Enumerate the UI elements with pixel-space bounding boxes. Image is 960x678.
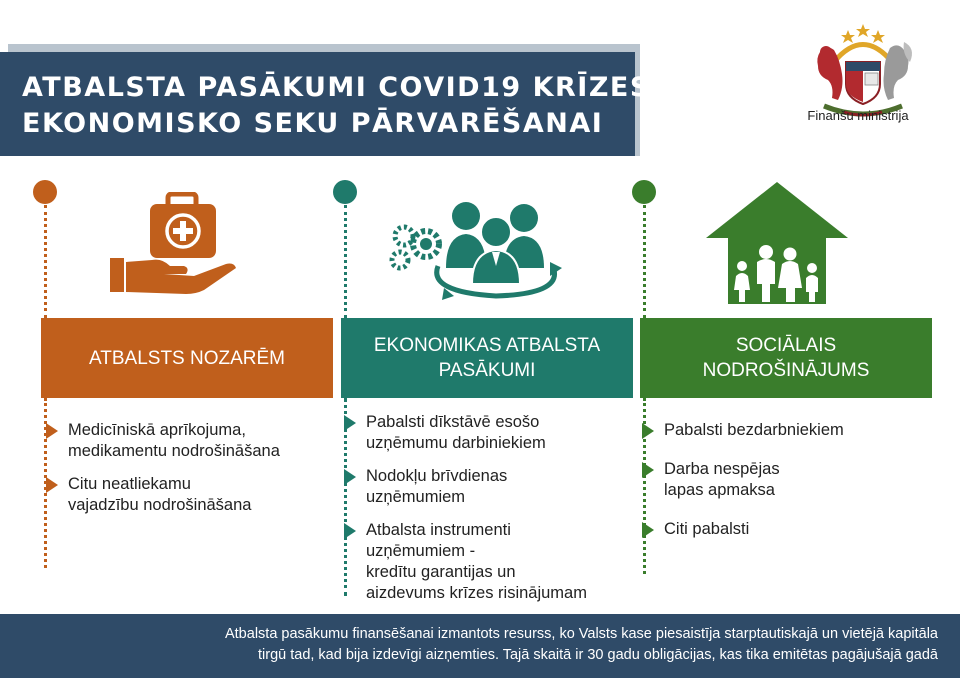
ministry-name: Finanšu ministrija (807, 108, 909, 123)
footer-line-2: tirgū tad, kad bija izdevīgi aizņemties. Tajā skaitā ir 30 gadu obligācijas, kas tika emitētas pagājušajā gadā (257, 647, 938, 663)
list-item: Citu neatliekamu vajadzību nodrošināšana (46, 474, 336, 516)
column-2-header (341, 318, 633, 398)
column-1-dot (33, 180, 57, 204)
title-banner (0, 52, 651, 156)
column-3-header (640, 318, 932, 398)
arrow-bullet-icon (344, 415, 356, 431)
column-2-line-top (344, 205, 347, 318)
arrow-bullet-icon (642, 423, 654, 439)
column-2-header-line-2: PASĀKUMI (438, 360, 536, 381)
column-3-header-line-2: NODROŠINĀJUMS (702, 360, 870, 381)
column-2-items (344, 412, 644, 616)
hand-with-first-aid-kit-icon (108, 192, 244, 298)
column-3-header-line-1: SOCIĀLAIS (735, 335, 837, 356)
column-2-dot (333, 180, 357, 204)
arrow-bullet-icon (46, 423, 58, 439)
list-item: Darba nespējas lapas apmaksa (642, 459, 932, 501)
list-item: Pabalsti bezdarbniekiem (642, 420, 932, 441)
page-title-line-2: EKONOMISKO SEKU PĀRVARĒŠANAI (22, 108, 604, 139)
latvian-coat-of-arms-icon (804, 22, 922, 122)
column-1-header (41, 318, 333, 398)
arrow-bullet-icon (344, 523, 356, 539)
column-2-header-line-1: EKONOMIKAS ATBALSTA (373, 335, 601, 356)
arrow-bullet-icon (642, 462, 654, 478)
footer-note (0, 614, 960, 678)
list-item: Medicīniskā aprīkojuma, medikamentu nodrošināšana (46, 420, 336, 462)
column-3-items (642, 420, 932, 552)
footer-line-1: Atbalsta pasākumu finansēšanai izmantots resurss, ko Valsts kase piesaistīja starptautiskajā un vietējā kapitāla (224, 626, 938, 642)
arrow-bullet-icon (46, 477, 58, 493)
list-item: Nodokļu brīvdienas uzņēmumiem (344, 466, 644, 508)
arrow-bullet-icon (344, 469, 356, 485)
page-title-line-1: ATBALSTA PASĀKUMI COVID19 KRĪZES (22, 72, 651, 103)
list-item: Atbalsta instrumenti uzņēmumiem - kredītu garantijas un aizdevums krīzes risinājumam (344, 520, 644, 604)
column-1-items (46, 420, 336, 528)
column-1-line-top (44, 205, 47, 318)
column-3-dot (632, 180, 656, 204)
business-people-with-gears-icon (384, 196, 580, 304)
list-item: Pabalsti dīkstāvē esošo uzņēmumu darbiniekiem (344, 412, 644, 454)
column-3-line-top (643, 205, 646, 318)
house-with-family-icon (704, 180, 850, 304)
column-1-header-line-1: ATBALSTS NOZARĒM (88, 347, 285, 369)
list-item: Citi pabalsti (642, 519, 932, 540)
arrow-bullet-icon (642, 522, 654, 538)
